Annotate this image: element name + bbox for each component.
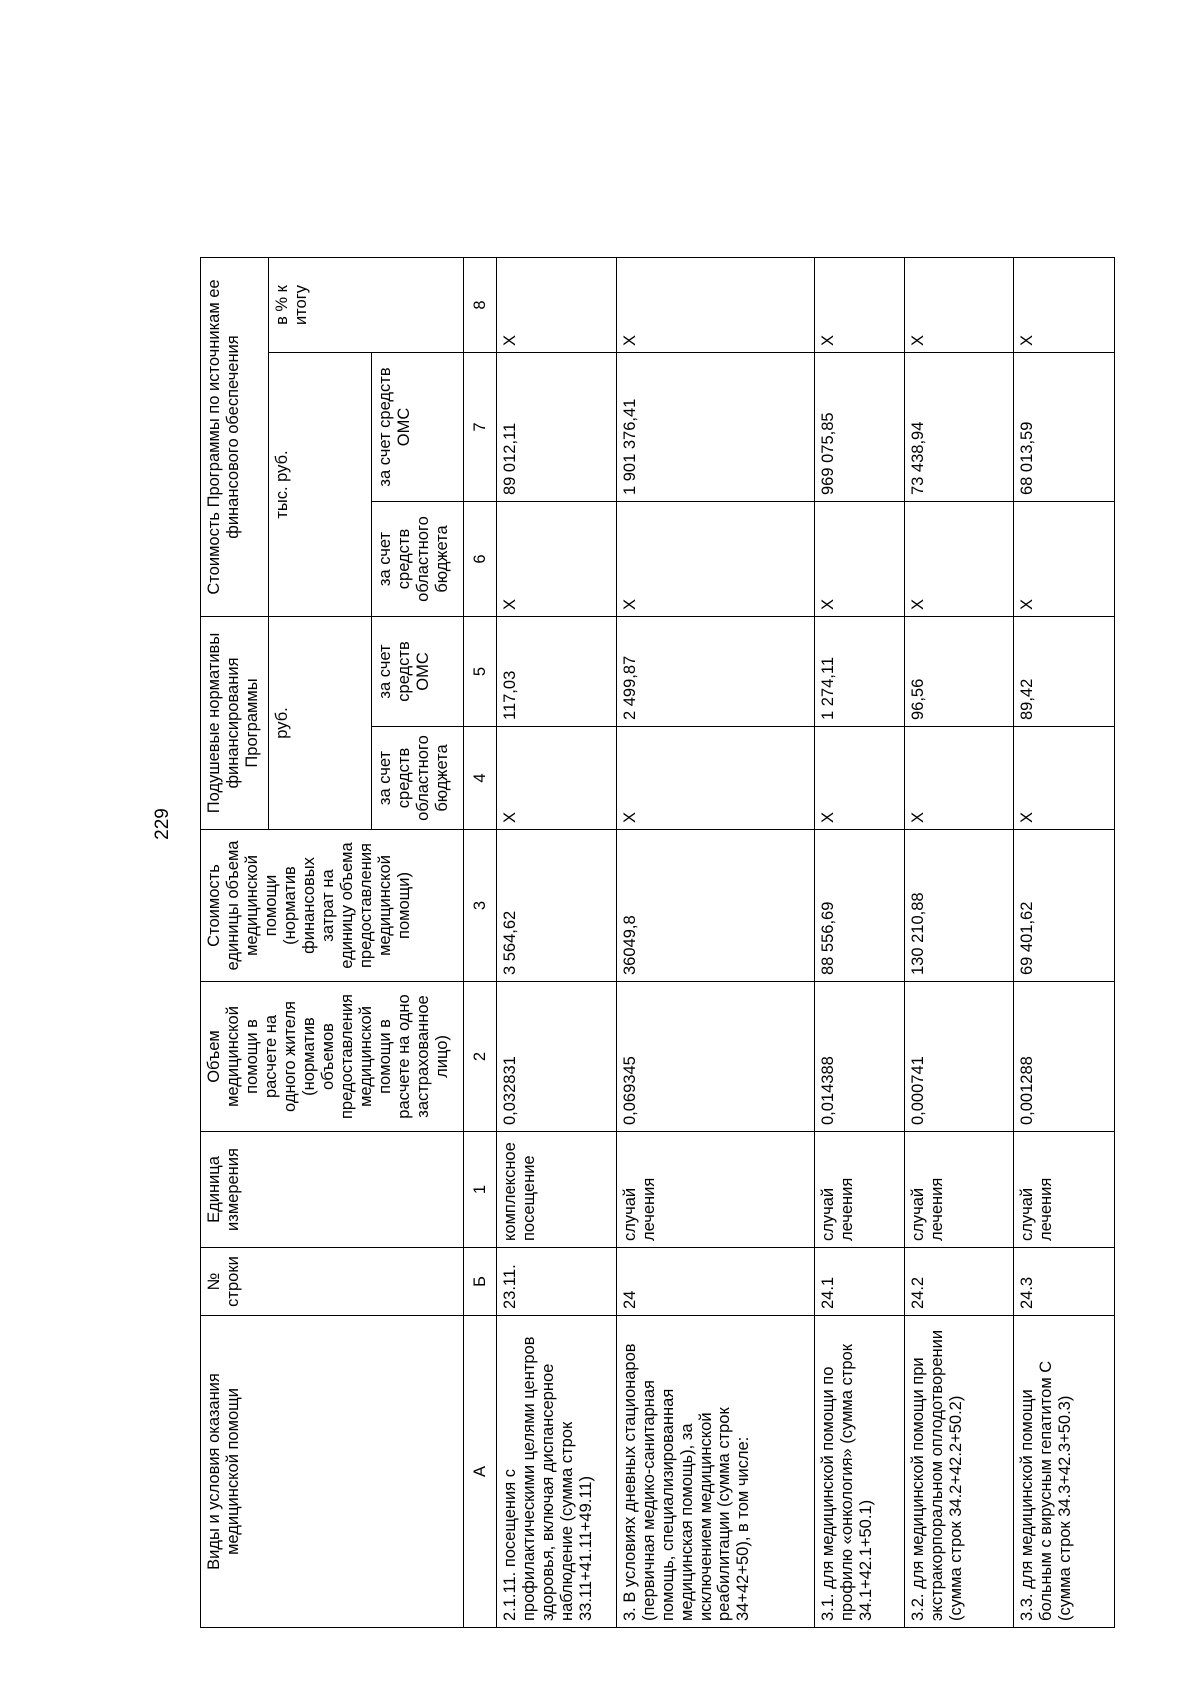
header-col-1: Единица измерения xyxy=(201,1132,464,1248)
row-line-number: 24.2 xyxy=(905,1248,1014,1316)
header-col-5: за счет средств ОМС xyxy=(372,617,463,727)
row-line-number: 24.3 xyxy=(1014,1248,1115,1316)
financing-table xyxy=(200,257,1115,1628)
row-norm-budget: Х xyxy=(814,727,904,830)
row-norm-budget: Х xyxy=(616,727,814,830)
table-frame xyxy=(200,258,1115,1628)
row-volume: 0,001288 xyxy=(1014,982,1115,1132)
row-cost: 88 556,69 xyxy=(814,830,904,982)
row-volume: 0,069345 xyxy=(616,982,814,1132)
row-unit: комплексное посещение xyxy=(497,1132,616,1248)
row-percent: Х xyxy=(905,258,1014,353)
row-percent: Х xyxy=(814,258,904,353)
index-cell: Б xyxy=(463,1248,497,1316)
header-row-1 xyxy=(201,258,269,1628)
table-row xyxy=(814,258,904,1628)
header-group-program-cost: Стоимость Программы по источникам ее финансового обеспечения xyxy=(201,258,269,617)
table-row xyxy=(616,258,814,1628)
index-cell: 3 xyxy=(463,830,497,982)
row-name: 2.1.11. посещения с профилактическими целями центров здоровья, включая диспансерное наблюдение (сумма строк 33.11+41.11+49.11) xyxy=(497,1316,616,1628)
index-cell: 4 xyxy=(463,727,497,830)
row-percent: Х xyxy=(1014,258,1115,353)
row-cost: 69 401,62 xyxy=(1014,830,1115,982)
row-total-budget: Х xyxy=(616,502,814,617)
row-total-oms: 68 013,59 xyxy=(1014,353,1115,502)
row-volume: 0,014388 xyxy=(814,982,904,1132)
row-total-budget: Х xyxy=(1014,502,1115,617)
row-percent: Х xyxy=(616,258,814,353)
index-cell: 8 xyxy=(463,258,497,353)
row-cost: 3 564,62 xyxy=(497,830,616,982)
row-total-oms: 1 901 376,41 xyxy=(616,353,814,502)
row-total-oms: 89 012,11 xyxy=(497,353,616,502)
row-total-oms: 73 438,94 xyxy=(905,353,1014,502)
row-volume: 0,000741 xyxy=(905,982,1014,1132)
row-norm-budget: Х xyxy=(1014,727,1115,830)
header-unit-rub: руб. xyxy=(268,617,371,830)
row-name: 3.2. для медицинской помощи при экстракорпоральном оплодотворении (сумма строк 34.2+42.2+50.2) xyxy=(905,1316,1014,1628)
row-total-budget: Х xyxy=(814,502,904,617)
row-unit: случай лечения xyxy=(814,1132,904,1248)
header-col-a: Виды и условия оказания медицинской помощи xyxy=(201,1316,464,1628)
header-col-b: № строки xyxy=(201,1248,464,1316)
header-col-3: Стоимость единицы объема медицинской помощи (норматив финансовых затрат на единицу объема предоставления медицинской помощи) xyxy=(201,830,464,982)
row-norm-budget: Х xyxy=(905,727,1014,830)
row-unit: случай лечения xyxy=(905,1132,1014,1248)
header-col-8: в % к итогу xyxy=(268,258,463,353)
row-name: 3.1. для медицинской помощи по профилю «онкология» (сумма строк 34.1+42.1+50.1) xyxy=(814,1316,904,1628)
row-name: 3.3. для медицинской помощи больным с вирусным гепатитом С (сумма строк 34.3+42.3+50.3) xyxy=(1014,1316,1115,1628)
row-norm-oms: 117,03 xyxy=(497,617,616,727)
row-norm-budget: Х xyxy=(497,727,616,830)
row-percent: Х xyxy=(497,258,616,353)
row-name: 3. В условиях дневных стационаров (первичная медико-санитарная помощь, специализированная медицинская помощь), за исключением медицинской реабилитации (сумма строк 34+42+50), в том числе: xyxy=(616,1316,814,1628)
table-row xyxy=(905,258,1014,1628)
row-volume: 0,032831 xyxy=(497,982,616,1132)
row-norm-oms: 89,42 xyxy=(1014,617,1115,727)
row-total-oms: 969 075,85 xyxy=(814,353,904,502)
page-number: 229 xyxy=(152,808,173,840)
header-group-per-capita: Подушевые нормативы финансирования Программы xyxy=(201,617,269,830)
header-unit-thousand-rub: тыс. руб. xyxy=(268,353,371,617)
row-cost: 36049,8 xyxy=(616,830,814,982)
row-total-budget: Х xyxy=(905,502,1014,617)
row-line-number: 23.11. xyxy=(497,1248,616,1316)
index-cell: 1 xyxy=(463,1132,497,1248)
row-unit: случай лечения xyxy=(616,1132,814,1248)
header-col-4: за счет средств областного бюджета xyxy=(372,727,463,830)
index-cell: 2 xyxy=(463,982,497,1132)
index-cell: А xyxy=(463,1316,497,1628)
header-col-2: Объем медицинской помощи в расчете на одного жителя (норматив объемов предоставления медицинской помощи в расчете на одно застрахованное лицо) xyxy=(201,982,464,1132)
index-cell: 7 xyxy=(463,353,497,502)
table-row xyxy=(1014,258,1115,1628)
header-col-6: за счет средств областного бюджета xyxy=(372,502,463,617)
column-index-row xyxy=(463,258,497,1628)
row-line-number: 24.1 xyxy=(814,1248,904,1316)
row-norm-oms: 96,56 xyxy=(905,617,1014,727)
index-cell: 5 xyxy=(463,617,497,727)
table-row xyxy=(497,258,616,1628)
row-cost: 130 210,88 xyxy=(905,830,1014,982)
row-norm-oms: 2 499,87 xyxy=(616,617,814,727)
header-col-7: за счет средств ОМС xyxy=(372,353,463,502)
row-norm-oms: 1 274,11 xyxy=(814,617,904,727)
row-total-budget: Х xyxy=(497,502,616,617)
index-cell: 6 xyxy=(463,502,497,617)
row-line-number: 24 xyxy=(616,1248,814,1316)
row-unit: случай лечения xyxy=(1014,1132,1115,1248)
